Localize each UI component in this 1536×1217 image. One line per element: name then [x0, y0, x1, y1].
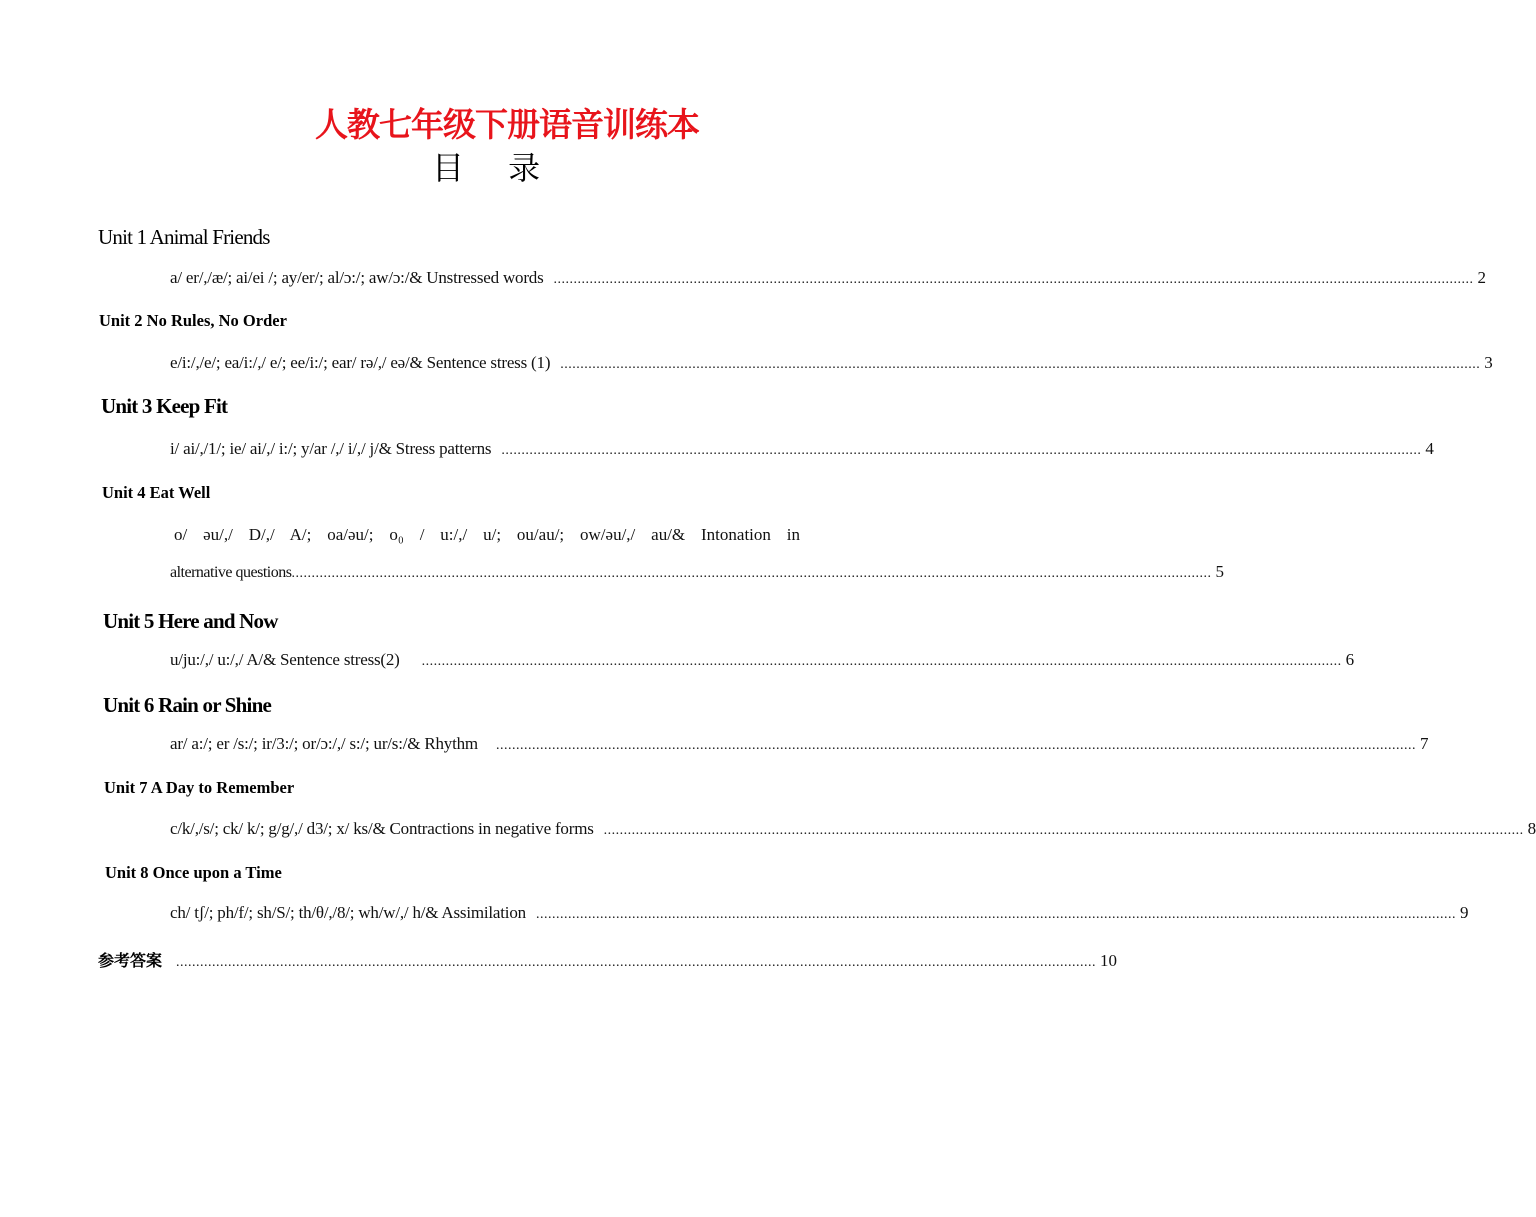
leader-dots: ......................................................................................................................................................................................................................................: [291, 566, 1212, 581]
toc-entry-text: i/ ai/,/1/; ie/ ai/,/ i:/; y/ar /,/ i/,/ j/& Stress patterns: [170, 439, 492, 458]
page-number: 4: [1425, 439, 1434, 458]
unit-heading: Unit 2 No Rules, No Order: [99, 311, 287, 330]
leader-dots: ......................................................................................................................................................................................................................................: [176, 955, 1097, 970]
toc-entry[interactable]: [170, 560, 1224, 584]
toc-entry[interactable]: [170, 266, 1487, 290]
toc-entry-text: u/ju:/,/ u:/,/ A/& Sentence stress(2): [170, 650, 400, 669]
page-number: 9: [1459, 903, 1469, 922]
page-number: 6: [1345, 650, 1355, 669]
toc-entry-text: a/ er/,/æ/; ai/ei /; ay/er/; al/ɔ:/; aw/ɔ:/& Unstressed words: [170, 268, 544, 287]
toc-entry-text: ar/ a:/; er /s:/; ir/3:/; or/ɔ:/,/ s:/; ur/s:/& Rhythm: [170, 734, 478, 753]
page-number: 2: [1477, 268, 1487, 287]
leader-dots: ......................................................................................................................................................................................................................................: [421, 654, 1342, 669]
unit-heading: Unit 4 Eat Well: [102, 483, 211, 502]
toc-entry-text[interactable]: o/ əu/,/ D/,/ A/; oa/əu/; o₀ / u:/,/ u/; ou/au/; ow/əu/,/ au/& Intonation in: [174, 525, 800, 544]
toc-entry[interactable]: [170, 817, 1536, 841]
toc-entry[interactable]: [170, 732, 1429, 756]
toc-entry-text: e/i:/,/e/; ea/i:/,/ e/; ee/i:/; ear/ rə/,/ eə/& Sentence stress (1): [170, 353, 551, 372]
toc-entry[interactable]: [170, 648, 1355, 672]
unit-heading: Unit 7 A Day to Remember: [104, 778, 295, 797]
document-title: 人教七年级下册语音训练本: [315, 105, 699, 144]
answer-key-label: 参考答案: [98, 951, 163, 970]
leader-dots: ......................................................................................................................................................................................................................................: [501, 443, 1422, 458]
leader-dots: ......................................................................................................................................................................................................................................: [553, 272, 1474, 287]
leader-dots: ......................................................................................................................................................................................................................................: [495, 738, 1416, 753]
toc-entry-text: alternative questions: [170, 564, 292, 581]
unit-heading: Unit 6 Rain or Shine: [103, 693, 271, 717]
leader-dots: ......................................................................................................................................................................................................................................: [535, 907, 1456, 922]
unit-heading: Unit 5 Here and Now: [103, 609, 278, 633]
unit-heading: Unit 8 Once upon a Time: [105, 863, 282, 882]
toc-entry[interactable]: [170, 901, 1469, 925]
page-number: 8: [1527, 819, 1536, 838]
page-number: 5: [1215, 562, 1224, 581]
unit-heading: Unit 3 Keep Fit: [101, 394, 228, 418]
toc-entry-text: ch/ tʃ/; ph/f/; sh/S/; th/θ/,/8/; wh/w/,/ h/& Assimilation: [170, 903, 526, 922]
leader-dots: ......................................................................................................................................................................................................................................: [603, 823, 1524, 838]
toc-entry[interactable]: [170, 351, 1493, 375]
page-number: 7: [1419, 734, 1429, 753]
contents-heading: 目 录: [432, 149, 541, 187]
unit-heading: Unit 1 Animal Friends: [98, 225, 270, 249]
page-number: 3: [1484, 353, 1493, 372]
toc-entry-text: c/k/,/s/; ck/ k/; g/g/,/ d3/; x/ ks/& Contractions in negative forms: [170, 819, 594, 838]
page-number: 10: [1100, 951, 1118, 970]
toc-entry[interactable]: [170, 437, 1434, 461]
toc-entry-answer-key[interactable]: [98, 949, 1118, 973]
leader-dots: ......................................................................................................................................................................................................................................: [560, 357, 1481, 372]
